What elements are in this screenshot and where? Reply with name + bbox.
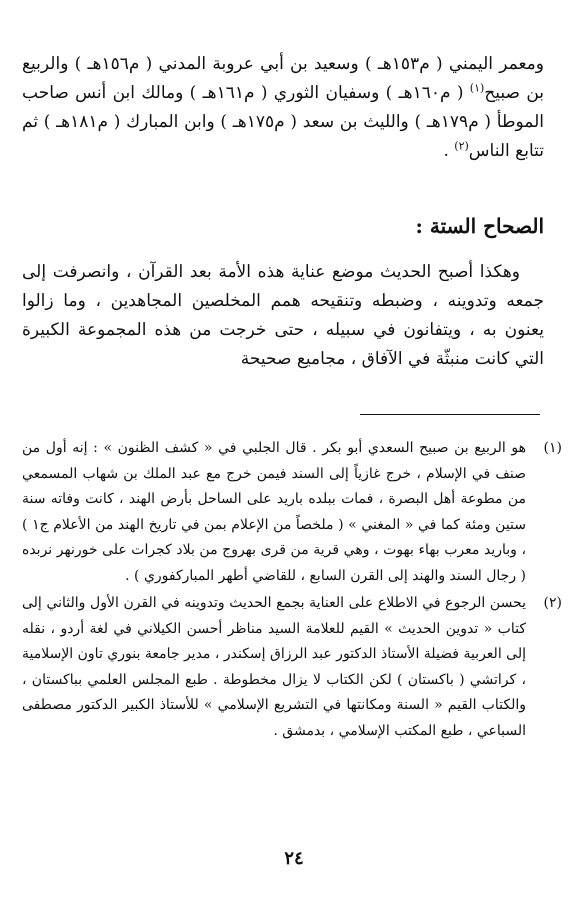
footnote-text: يحسن الرجوع في الاطلاع على العناية بجمع الحديث وتدوينه في القرن الأول والثاني إلى كتاب « تدوين الحديث » القيم للعلامة السيد مناظر أحسن الكيلاني في لغة أردو ، نقله إلى العربية فضيلة الأستاذ الدكتور عبد الرزاق إسكندر ، مدير جامعة بنوري تاون الإسلامية ، كراتشي ( باكستان ) لكن الكتاب لا يزال مخطوطة . طبع المجلس العلمي بباكستان ، والكتاب القيم « السنة ومكانتها في التشريع الإسلامي » للأستاذ الكبير الدكتور مصطفى السباعي ، طبع المكتب الإسلامي ، بدمشق . xyxy=(22,595,526,739)
footnotes xyxy=(22,436,562,746)
footnote-ref-2[interactable]: (٢) xyxy=(454,139,469,153)
footnote-number: (٢) xyxy=(543,595,562,611)
footnote-text: هو الربيع بن صبيح السعدي أبو بكر . قال الجلبي في « كشف الظنون » : إنه أول من صنف في الإسلام ، خرج غازياً إلى السند فيمن خرج مع عبد الملك بن شهاب المسمعي من مطوعة أهل البصرة ، فمات ببلده باريد على الساحل بأرض الهند ، كانت وفاته سنة ستين ومئة كما في « المغني » ( ملخصاً من الإعلام بمن في تاريخ الهند من الأعلام ج١ ) ، وباريد معرب بهاء بهوت ، وهي قرية من قرى بهروج من بلاد كجرات على خورنهر نربده ( رجال السند والهند إلى القرن السابع ، للقاضي أطهر المباركفوري ) . xyxy=(22,440,527,584)
footnote-2 xyxy=(22,591,562,744)
footnote-1 xyxy=(22,436,562,589)
footnote-divider xyxy=(360,414,540,415)
top-paragraph xyxy=(22,50,544,166)
top-paragraph-part2: ( م١٦٠هـ ) وسفيان الثوري ( م١٦١هـ ) ومالك ابن أنس صاحب الموطأ ( م١٧٩هـ ) والليث بن سعد ( م١٧٥هـ ) وابن المبارك ( م١٨١هـ ) ثم تتابع الناس xyxy=(22,83,545,161)
top-paragraph-part1: ومعمر اليمني ( م١٥٣هـ ) وسعيد بن أبي عروبة المدني ( م١٥٦هـ ) والربيع بن صبيح xyxy=(22,54,544,103)
footnote-ref-1[interactable]: (١) xyxy=(469,81,485,95)
page-number: ٢٤ xyxy=(284,848,304,869)
section-heading: الصحاح الستة : xyxy=(415,214,544,238)
top-paragraph-text xyxy=(22,50,544,166)
top-paragraph-part3: . xyxy=(443,141,455,161)
footnote-number: (١) xyxy=(543,440,562,456)
section-paragraph-block xyxy=(22,258,544,374)
section-paragraph: وهكذا أصبح الحديث موضع عناية هذه الأمة بعد القرآن ، وانصرفت إلى جمعه وتدوينه ، وضبطه وتنقيحه همم المخلصين المجاهدين ، وما زالوا يعنون به ، ويتفانون في سبيله ، حتى خرجت من هذه المجموعة الكبيرة التي كانت منبثّة في الآفاق ، مجاميع صحيحة xyxy=(22,262,544,369)
